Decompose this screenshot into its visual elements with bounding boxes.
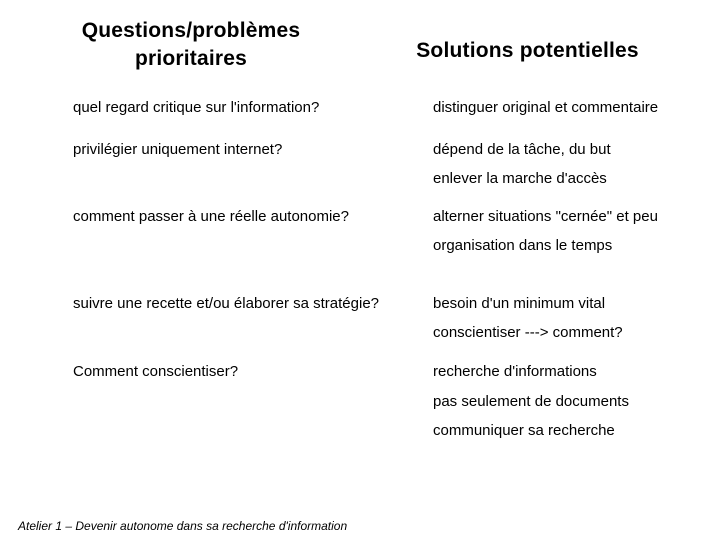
question-3: comment passer à une réelle autonomie? (73, 208, 349, 225)
solution-3-2: organisation dans le temps (433, 237, 613, 254)
solution-5-3: communiquer sa recherche (433, 422, 615, 439)
questions-header-line2: prioritaires (134, 47, 248, 70)
solutions-column-header: Solutions potentielles (416, 39, 639, 62)
solution-4-2: conscientiser ---> comment? (433, 324, 623, 341)
solution-2-2: enlever la marche d'accès (433, 170, 607, 187)
questions-header-line1: Questions/problèmes (81, 19, 301, 42)
solution-5-2: pas seulement de documents (433, 393, 629, 410)
question-4: suivre une recette et/ou élaborer sa stratégie? (73, 295, 380, 312)
solution-1-1: distinguer original et commentaire (433, 99, 659, 116)
footer-caption: Atelier 1 – Devenir autonome dans sa recherche d'information (18, 519, 348, 533)
question-5: Comment conscientiser? (73, 363, 239, 380)
solution-2-1: dépend de la tâche, du but (433, 141, 611, 158)
question-2: privilégier uniquement internet? (73, 141, 283, 158)
solution-4-1: besoin d'un minimum vital (433, 295, 606, 312)
questions-column-header (60, 17, 322, 73)
solution-3-1: alterner situations "cernée" et peu (433, 208, 658, 225)
question-1: quel regard critique sur l'information? (73, 99, 320, 116)
solution-5-1: recherche d'informations (433, 363, 597, 380)
